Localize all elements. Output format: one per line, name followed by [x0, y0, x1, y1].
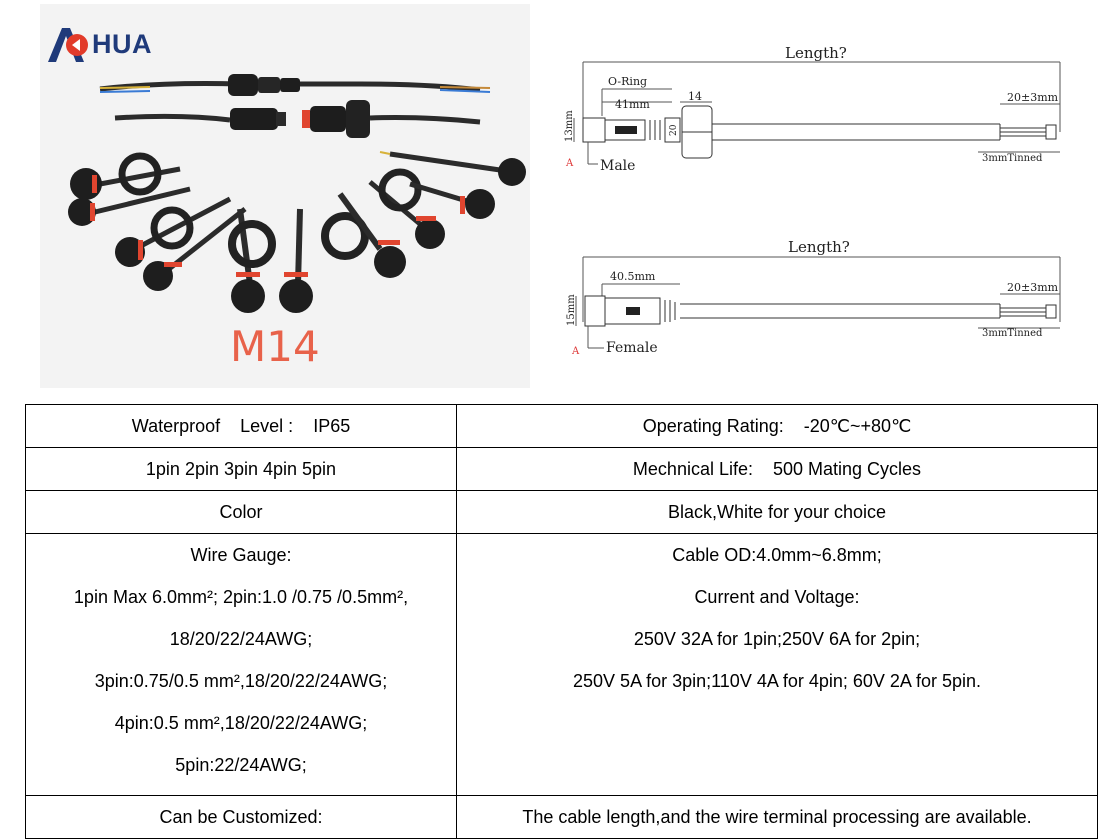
- female-label: Female: [606, 340, 658, 356]
- pins-cell: 1pin 2pin 3pin 4pin 5pin: [26, 448, 457, 491]
- waterproof-cell: Waterproof Level : IP65: [26, 405, 457, 448]
- wire-gauge-line: 3pin:0.75/0.5 mm²,18/20/22/24AWG;: [94, 671, 388, 691]
- cable-od-cell: [457, 534, 1098, 796]
- male-dim-20: 20: [669, 124, 679, 136]
- male-strip-label: 20±3mm: [1007, 91, 1059, 104]
- connector-photo-illustration: [40, 4, 530, 324]
- female-marker: A: [572, 346, 580, 357]
- male-length-label: Length?: [785, 44, 847, 62]
- cable-spec-line: Current and Voltage:: [694, 587, 860, 607]
- customized-cell: Can be Customized:: [26, 796, 457, 839]
- female-length-label: Length?: [788, 238, 850, 256]
- wire-gauge-line: Wire Gauge:: [190, 545, 292, 565]
- operating-rating-cell: Operating Rating: -20℃~+80℃: [457, 405, 1098, 448]
- female-dim-15: 15mm: [566, 294, 577, 326]
- female-strip-label: 20±3mm: [1007, 281, 1059, 294]
- wire-gauge-line: 18/20/22/24AWG;: [169, 629, 313, 649]
- cable-spec-line: 250V 32A for 1pin;250V 6A for 2pin;: [633, 629, 921, 649]
- color-cell: Color: [26, 491, 457, 534]
- male-label: Male: [600, 158, 636, 174]
- male-dim-13: 13mm: [564, 110, 575, 142]
- male-dim-41: 41mm: [615, 98, 650, 111]
- cable-spec-line: Cable OD:4.0mm~6.8mm;: [672, 545, 882, 565]
- model-label: M14: [230, 322, 320, 371]
- table-row: [26, 448, 1098, 491]
- customized-value-cell: The cable length,and the wire terminal processing are available.: [457, 796, 1098, 839]
- wire-gauge-line: 1pin Max 6.0mm²; 2pin:1.0 /0.75 /0.5mm²,: [73, 587, 409, 607]
- wire-gauge-line: 5pin:22/24AWG;: [175, 755, 307, 775]
- table-row: [26, 491, 1098, 534]
- male-oring-label: O-Ring: [608, 75, 648, 88]
- table-row: [26, 405, 1098, 448]
- color-value-cell: Black,White for your choice: [457, 491, 1098, 534]
- male-dim-14: 14: [688, 90, 702, 103]
- female-tinned-label: 3mmTinned: [982, 328, 1043, 339]
- wire-gauge-line: 4pin:0.5 mm²,18/20/22/24AWG;: [114, 713, 368, 733]
- spec-table: [25, 404, 1098, 839]
- product-photo: [40, 4, 530, 388]
- male-dimension-drawing: [560, 42, 1080, 182]
- male-tinned-label: 3mmTinned: [982, 153, 1043, 164]
- male-marker: A: [566, 158, 574, 169]
- brand-name: HUA: [92, 28, 152, 59]
- table-row: [26, 534, 1098, 796]
- female-dim-405: 40.5mm: [610, 270, 656, 283]
- mechanical-life-cell: Mechnical Life: 500 Mating Cycles: [457, 448, 1098, 491]
- female-dimension-drawing: [560, 232, 1080, 362]
- table-row: [26, 796, 1098, 839]
- cable-spec-line: 250V 5A for 3pin;110V 4A for 4pin; 60V 2A for 5pin.: [573, 671, 981, 691]
- wire-gauge-cell: [26, 534, 457, 796]
